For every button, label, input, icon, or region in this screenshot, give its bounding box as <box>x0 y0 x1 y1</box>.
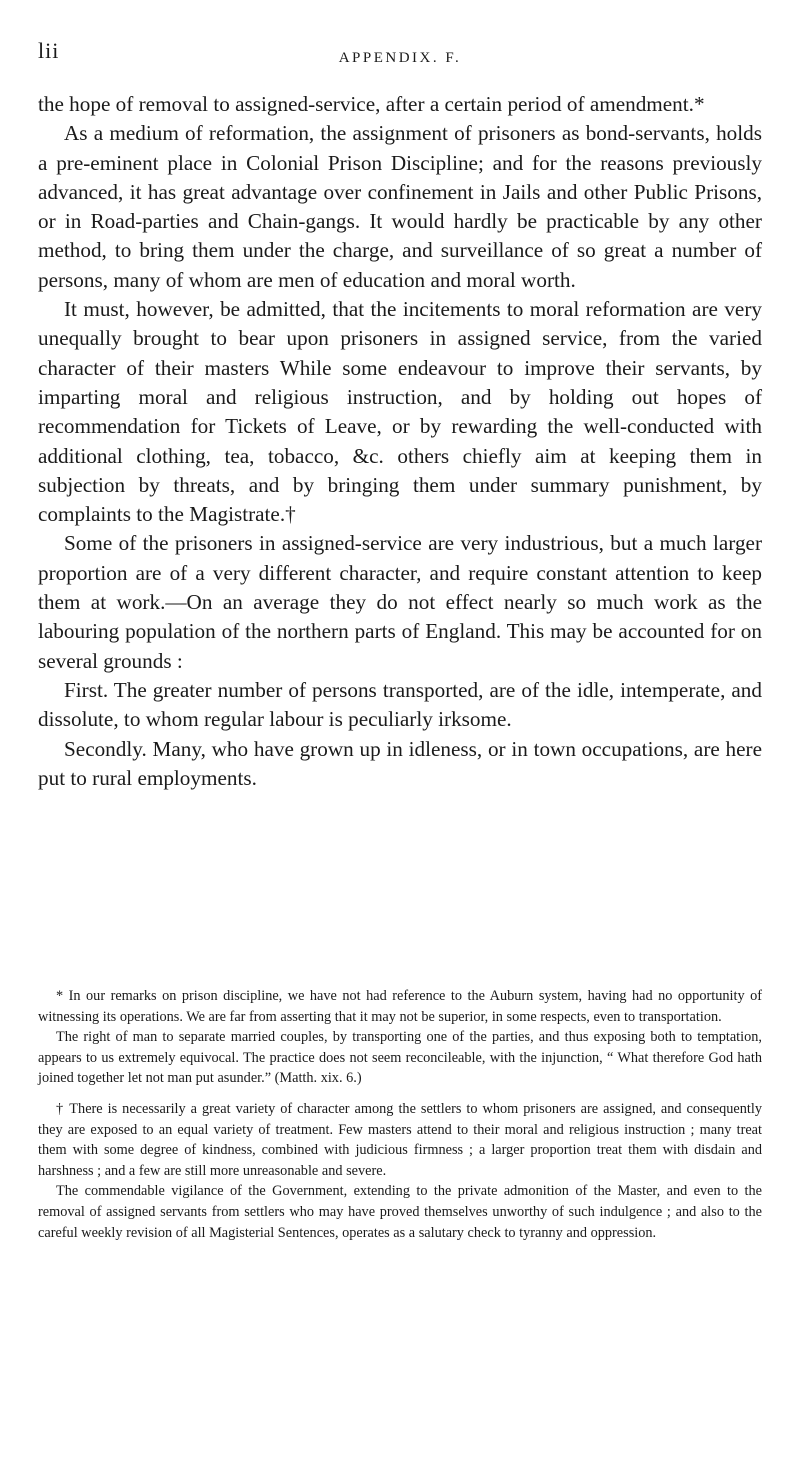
running-head: APPENDIX. F. <box>338 50 462 66</box>
paragraph-industrious: Some of the prisoners in assigned-service are very industrious, but a much larger proportion are of a very different character, and require constant attention to keep them at work.—On an average they do not effect nearly so much work as the labouring population of the northern parts of England. This may be accounted for on several grounds : <box>38 531 762 673</box>
paragraph-assignment-medium: As a medium of reformation, the assignment of prisoners as bond-servants, holds a pre-eminent place in Colonial Prison Discipline; and for the reasons previously advanced, it has great advantage over confinement in Jails and other Public Prisons, or in Road-parties and Chain-gangs. It would hardly be practicable by any other method, to bring them under the charge, and surveillance of so great a number of persons, many of whom are men of education and moral worth. <box>38 121 762 292</box>
footnotes <box>38 986 762 1243</box>
paragraph-incitements: It must, however, be admitted, that the incitements to moral reformation are very unequally brought to bear upon prisoners in assigned service, from the varied character of their masters While some endeavour to improve their servants, by imparting moral and religious instruction, and by holding out hopes of recommendation for Tickets of Leave, or by rewarding the well-conducted with additional clothing, tea, tobacco, &c. others chiefly aim at keeping them in subjection by threats, and by bringing them under summary punishment, by complaints to the Magistrate.† <box>38 297 762 527</box>
main-text <box>38 90 762 793</box>
footnote-dagger: † There is necessarily a great variety of character among the settlers to whom prisoners are assigned, and consequently they are exposed to an equal variety of treatment. Few masters attend to their moral and religious instruction ; many treat them with some degree of kindness, combined with judicious firmness ; a larger proportion treat them with disdain and harshness ; and a few are still more unreasonable and severe. <box>38 1100 762 1179</box>
footnote-dagger-continued: The commendable vigilance of the Government, extending to the private admonition of the Master, and even to the removal of assigned servants from settlers who may have proved themselves unworthy of such indulgence ; and also to the careful weekly revision of all Magisterial Sentences, operates as a salutary check to tyranny and oppression. <box>38 1183 762 1241</box>
footnote-asterisk: * In our remarks on prison discipline, we have not had reference to the Auburn system, having had no opportunity of witnessing its operations. We are far from asserting that it may not be superior, in some respects, even to transportation. <box>38 988 762 1025</box>
page-number: lii <box>38 38 60 63</box>
paragraph-first: First. The greater number of persons transported, are of the idle, intemperate, and dissolute, to whom regular labour is peculiarly irksome. <box>38 677 762 732</box>
footnote-asterisk-continued: The right of man to separate married couples, by transporting one of the parties, and thus exposing both to temptation, appears to us extremely equivocal. The practice does not seem reconcileable, with the injunction, “ What therefore God hath joined together let not man put asunder.” (Matth. xix. 6.) <box>38 1029 762 1087</box>
paragraph-secondly: Secondly. Many, who have grown up in idleness, or in town occupations, are here put to rural employments. <box>38 736 762 790</box>
paragraph-continuation: the hope of removal to assigned-service, after a certain period of amendment.* <box>38 92 705 116</box>
